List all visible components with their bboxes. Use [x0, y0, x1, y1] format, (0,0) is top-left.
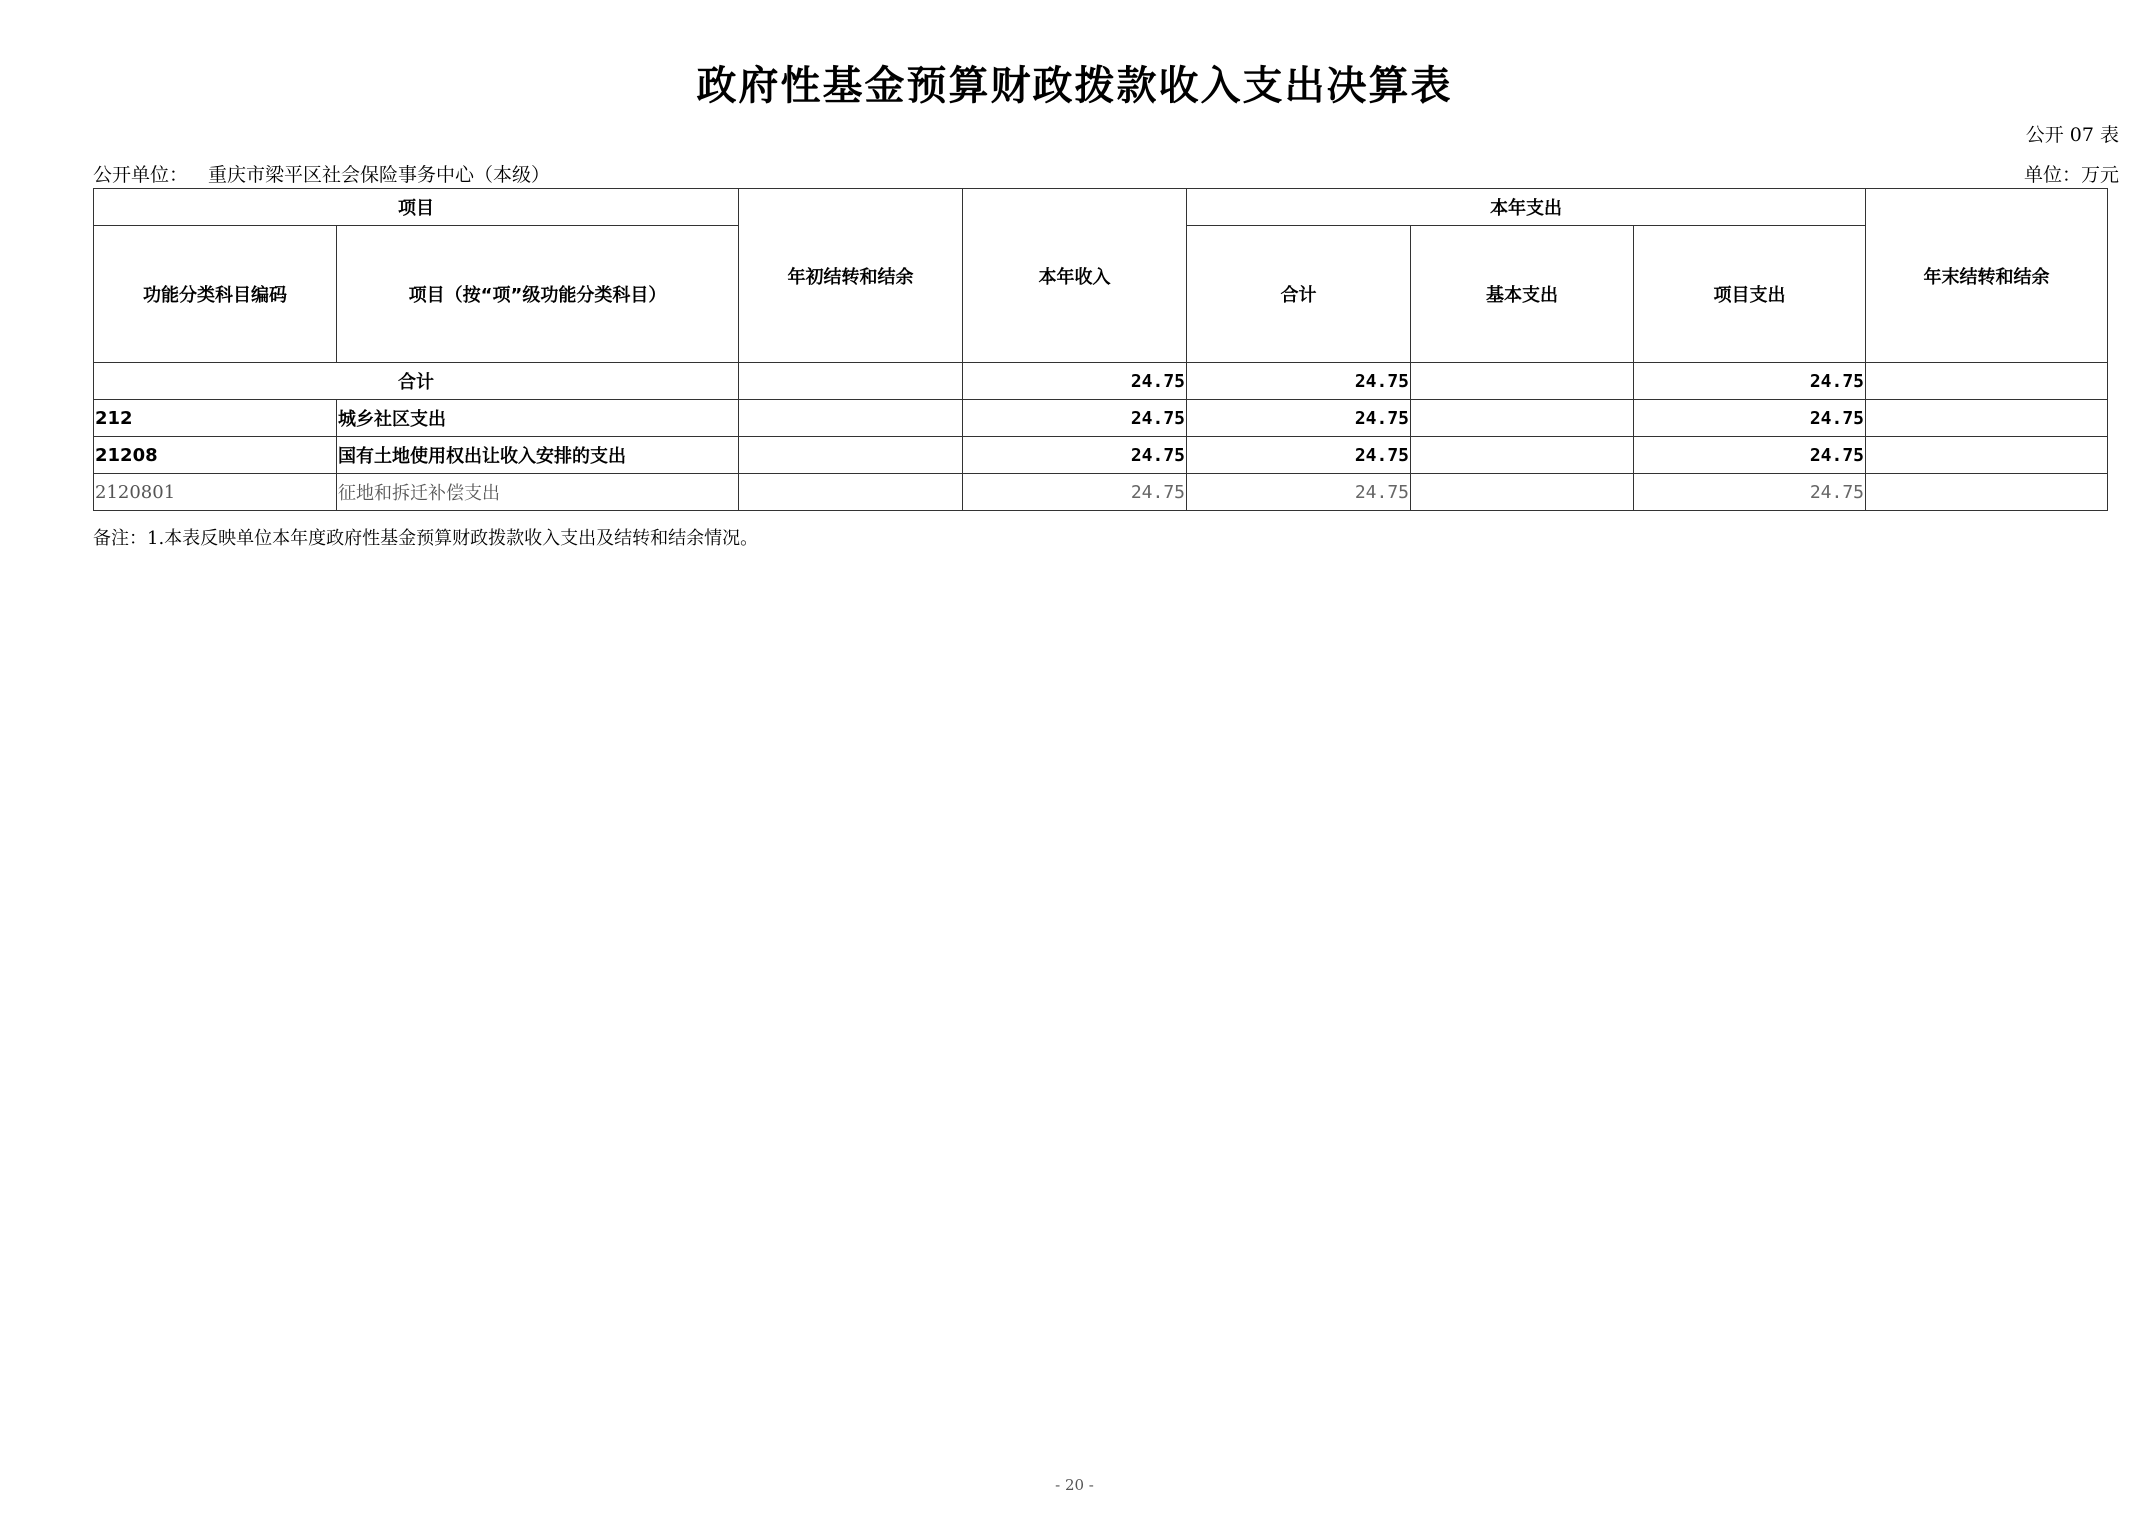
- total-ending-balance: [1866, 363, 2108, 400]
- row-income: 24.75: [963, 400, 1187, 437]
- row-ending-balance: [1866, 474, 2108, 511]
- row-name: 征地和拆迁补偿支出: [337, 474, 739, 511]
- header-code: 功能分类科目编码: [94, 226, 337, 363]
- table-row: [94, 474, 2108, 511]
- row-code: 21208: [94, 437, 337, 474]
- row-expense-project: 24.75: [1634, 400, 1866, 437]
- row-expense-total: 24.75: [1187, 437, 1411, 474]
- table-row: [94, 400, 2108, 437]
- currency-unit: 单位：万元: [2023, 164, 2119, 186]
- header-income: 本年收入: [963, 189, 1187, 363]
- reporting-unit: [93, 160, 550, 187]
- total-row: [94, 363, 2108, 400]
- row-beginning-balance: [739, 474, 963, 511]
- reporting-unit-name: 重庆市梁平区社会保险事务中心（本级）: [208, 164, 551, 186]
- row-expense-total: 24.75: [1187, 474, 1411, 511]
- table-number: 公开 07 表: [2025, 124, 2119, 146]
- row-expense-project: 24.75: [1634, 437, 1866, 474]
- header-expense-total: 合计: [1187, 226, 1411, 363]
- row-expense-basic: [1411, 474, 1634, 511]
- total-expense-total: 24.75: [1187, 363, 1411, 400]
- total-expense-basic: [1411, 363, 1634, 400]
- row-expense-basic: [1411, 437, 1634, 474]
- row-code: 212: [94, 400, 337, 437]
- reporting-unit-label: 公开单位：: [93, 164, 189, 186]
- header-expense-basic: 基本支出: [1411, 226, 1634, 363]
- header-item-name: 项目（按“项”级功能分类科目）: [337, 226, 739, 363]
- header-beginning-balance: 年初结转和结余: [739, 189, 963, 363]
- total-beginning-balance: [739, 363, 963, 400]
- budget-table: [93, 188, 2108, 511]
- header-item-group: 项目: [94, 189, 739, 226]
- row-name: 国有土地使用权出让收入安排的支出: [337, 437, 739, 474]
- row-expense-basic: [1411, 400, 1634, 437]
- header-ending-balance: 年末结转和结余: [1866, 189, 2108, 363]
- row-expense-total: 24.75: [1187, 400, 1411, 437]
- row-code: 2120801: [94, 474, 337, 511]
- page-number: - 20 -: [1055, 1476, 1094, 1494]
- total-label: 合计: [94, 363, 739, 400]
- table-note: 备注：1.本表反映单位本年度政府性基金预算财政拨款收入支出及结转和结余情况。: [93, 528, 759, 549]
- header-expense-project: 项目支出: [1634, 226, 1866, 363]
- row-beginning-balance: [739, 437, 963, 474]
- row-expense-project: 24.75: [1634, 474, 1866, 511]
- header-expense-group: 本年支出: [1187, 189, 1866, 226]
- total-income: 24.75: [963, 363, 1187, 400]
- row-beginning-balance: [739, 400, 963, 437]
- row-income: 24.75: [963, 474, 1187, 511]
- row-ending-balance: [1866, 400, 2108, 437]
- row-income: 24.75: [963, 437, 1187, 474]
- row-ending-balance: [1866, 437, 2108, 474]
- table-row: [94, 437, 2108, 474]
- row-name: 城乡社区支出: [337, 400, 739, 437]
- page-title: 政府性基金预算财政拨款收入支出决算表: [696, 63, 1453, 109]
- total-expense-project: 24.75: [1634, 363, 1866, 400]
- header-row-1: [94, 189, 2108, 226]
